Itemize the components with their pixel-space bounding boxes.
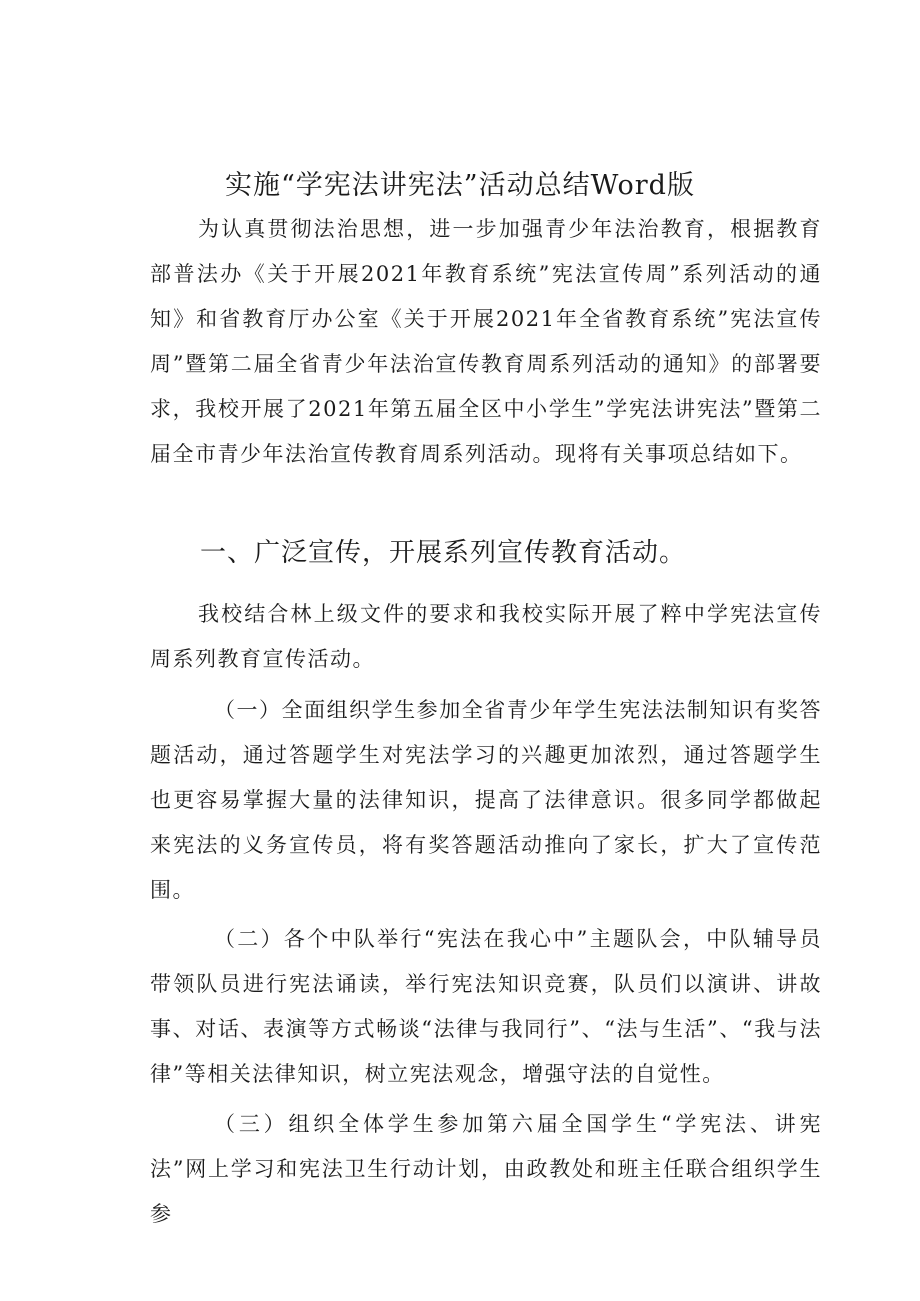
item-2-paragraph: （二）各个中队举行“宪法在我心中”主题队会，中队辅导员带领队员进行宪法诵读，举行宪法知识竞赛，队员们以演讲、讲故事、对话、表演等方式畅谈“法律与我同行”、“法与生活”、“我与法律”等相关法律知识，树立宪法观念，增强守法的自觉性。 (150, 927, 822, 1086)
intro-paragraph: 为认真贯彻法治思想，进一步加强青少年法治教育，根据教育部普法办《关于开展2021年教育系统”宪法宣传周”系列活动的通知》和省教育厅办公室《关于开展2021年全省教育系统”宪法宣传周”暨第二届全省青少年法治宣传教育周系列活动的通知》的部署要求，我校开展了2021年第五届全区中小学生”学宪法讲宪法”暨第二届全市青少年法治宣传教育周系列活动。现将有关事项总结如下。 (150, 217, 822, 466)
document-title: 实施“学宪法讲宪法”活动总结Word版 (225, 170, 695, 201)
item-1-paragraph: （一）全面组织学生参加全省青少年学生宪法法制知识有奖答题活动，通过答题学生对宪法学习的兴趣更加浓烈，通过答题学生也更容易掌握大量的法律知识，提高了法律意识。很多同学都做起来宪法的义务宣传员，将有奖答题活动推向了家长，扩大了宣传范围。 (150, 698, 822, 902)
section-intro-paragraph: 我校结合林上级文件的要求和我校实际开展了粹中学宪法宣传周系列教育宣传活动。 (150, 602, 822, 671)
section-heading: 一、广泛宣传，开展系列宣传教育活动。 (200, 538, 687, 568)
item-3-paragraph: （三）组织全体学生参加第六届全国学生“学宪法、讲宪法”网上学习和宪法卫生行动计划，由政教处和班主任联合组织学生参 (150, 1112, 822, 1226)
